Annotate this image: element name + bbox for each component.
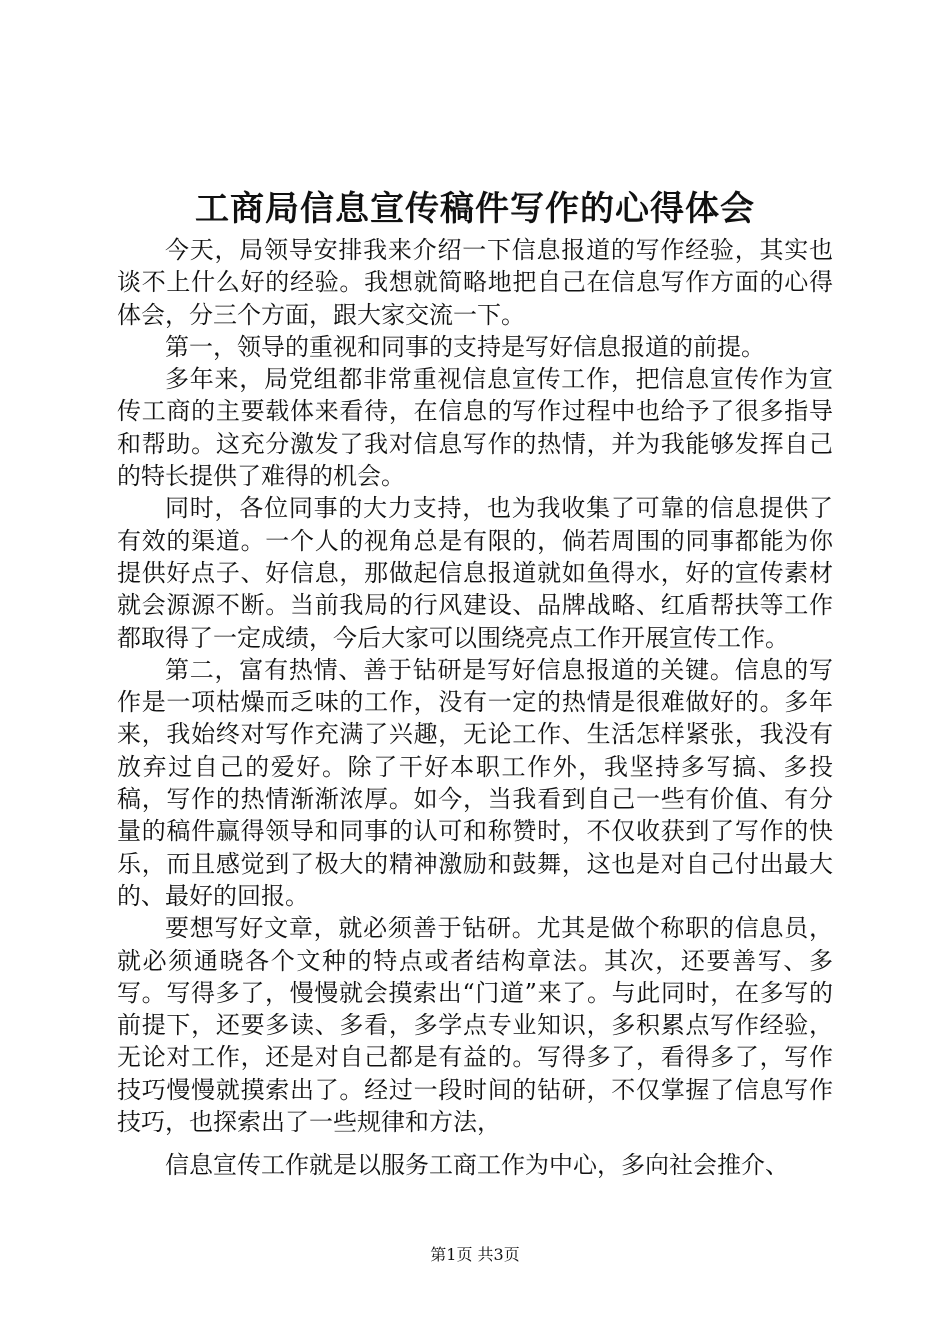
paragraph-intro: 今天，局领导安排我来介绍一下信息报道的写作经验，其实也谈不上什么好的经验。我想就简略地把自己在信息写作方面的心得体会，分三个方面，跟大家交流一下。: [117, 236, 833, 329]
paragraph-colleagues: 同时，各位同事的大力支持，也为我收集了可靠的信息提供了有效的渠道。一个人的视角总是有限的，倘若周围的同事都能为你提供好点子、好信息，那做起信息报道就如鱼得水，好的宣传素材就会源源不断。当前我局的行风建设、品牌战略、红盾帮扶等工作都取得了一定成绩，今后大家可以围绕亮点工作开展宣传工作。: [117, 494, 833, 652]
page-footer: 第1页 共3页: [430, 1245, 520, 1264]
paragraph-study: 要想写好文章，就必须善于钻研。尤其是做个称职的信息员，就必须通晓各个文种的特点或者结构章法。其次，还要善写、多写。写得多了，慢慢就会摸索出“门道”来了。与此同时，在多写的前提下，还要多读、多看，多学点专业知识，多积累点写作经验，无论对工作，还是对自己都是有益的。写得多了，看得多了，写作技巧慢慢就摸索出了。经过一段时间的钻研，不仅掌握了信息写作技巧，也探索出了一些规律和方法，: [117, 914, 833, 1137]
paragraph-point-one: 第一，领导的重视和同事的支持是写好信息报道的前提。: [165, 332, 765, 361]
document-body: [117, 234, 833, 1138]
paragraph-leadership: 多年来，局党组都非常重视信息宣传工作，把信息宣传作为宣传工商的主要载体来看待，在信息的写作过程中也给予了很多指导和帮助。这充分激发了我对信息写作的热情，并为我能够发挥自己的特长提供了难得的机会。: [117, 365, 833, 491]
paragraph-trailing: 信息宣传工作就是以服务工商工作为中心，多向社会推介、: [165, 1151, 789, 1179]
paragraph-point-two: 第二，富有热情、善于钻研是写好信息报道的关键。信息的写作是一项枯燥而乏味的工作，没有一定的热情是很难做好的。多年来，我始终对写作充满了兴趣，无论工作、生活怎样紧张，我没有放弃过自己的爱好。除了干好本职工作外，我坚持多写搞、多投稿，写作的热情渐渐浓厚。如今，当我看到自己一些有价值、有分量的稿件赢得领导和同事的认可和称赞时，不仅收获到了写作的快乐，而且感觉到了极大的精神激励和鼓舞，这也是对自己付出最大的、最好的回报。: [117, 655, 833, 910]
document-title: 工商局信息宣传稿件写作的心得体会: [195, 189, 755, 229]
